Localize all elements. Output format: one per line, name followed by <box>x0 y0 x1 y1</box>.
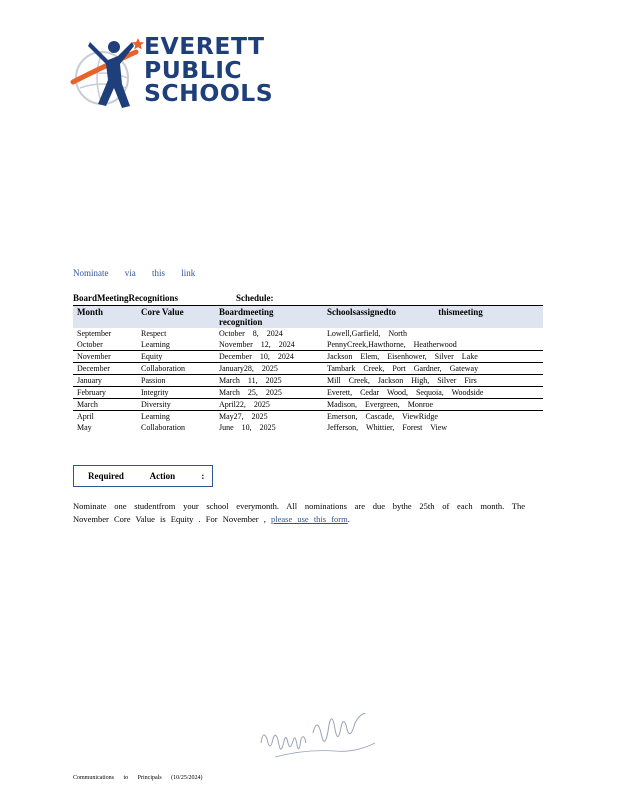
cell-schools: Mill Creek, Jackson High, Silver Firs <box>323 375 543 387</box>
cell-month: October <box>73 339 137 351</box>
table-row <box>73 387 543 399</box>
cell-month: May <box>77 423 92 432</box>
signature <box>255 713 390 768</box>
cell-date: October 8, 2024 <box>219 329 283 338</box>
col-core-value: Core Value <box>137 306 215 329</box>
heading-left: BoardMeetingRecognitions <box>73 293 178 303</box>
logo-line-2: PUBLIC <box>144 55 243 84</box>
nominate-link[interactable]: Nominate via this link <box>73 268 196 278</box>
cell-date: March 11, 2025 <box>215 375 323 387</box>
signature-mark <box>255 713 390 768</box>
schedule-table <box>73 305 543 433</box>
cell-schools: Jackson Elem, Eisenhower, Silver Lake <box>323 351 543 363</box>
col-board-meeting: Boardmeeting recognition <box>215 306 323 329</box>
table-row <box>73 339 543 351</box>
cell-date: January28, 2025 <box>215 363 323 375</box>
table-row <box>73 411 543 423</box>
logo-wordmark <box>144 32 274 107</box>
logo-line-1: EVERETT <box>144 32 265 60</box>
cell-month: November <box>73 351 137 363</box>
cell-date: December 10, 2024 <box>215 351 323 363</box>
cell-core-value: Learning <box>137 339 215 351</box>
paragraph-text: Nominate one studentfrom your school everymonth. All nominations are due bythe 25th of each month. The November Core Value is Equity . For November , <box>73 501 525 524</box>
nomination-form-link[interactable]: please use this form <box>271 514 348 524</box>
cell-core-value: Integrity <box>137 387 215 399</box>
cell-schools: Emerson, Cascade, ViewRidge <box>327 412 438 421</box>
paragraph-end: . <box>347 514 350 524</box>
schedule-heading <box>73 293 543 303</box>
col-month: Month <box>73 306 137 329</box>
cell-month: March <box>73 399 137 411</box>
heading-right: Schedule: <box>236 293 274 303</box>
cell-date: March 25, 2025 <box>215 387 323 399</box>
cell-core-value: Collaboration <box>137 363 215 375</box>
table-header-row <box>73 306 543 329</box>
footer-text: Communications to Principals (10/25/2024) <box>73 775 203 781</box>
table-row <box>73 328 543 339</box>
cell-core-value: Learning <box>141 412 170 421</box>
cell-schools: Madison, Evergreen, Monroe <box>323 399 543 411</box>
cell-date: November 12, 2024 <box>215 339 323 351</box>
cell-date: May27, 2025 <box>219 412 268 421</box>
cell-schools: Lowell,Garfield, North <box>327 329 407 338</box>
cell-date: April22, 2025 <box>215 399 323 411</box>
cell-month: February <box>73 387 137 399</box>
cell-schools: Tambark Creek, Port Gardner, Gateway <box>323 363 543 375</box>
cell-month: December <box>73 363 137 375</box>
cell-core-value: Equity <box>137 351 215 363</box>
cell-month: April <box>77 412 94 421</box>
cell-core-value: Passion <box>137 375 215 387</box>
logo-mark-icon <box>70 34 145 114</box>
table-row <box>73 399 543 411</box>
table-row <box>73 363 543 375</box>
cell-schools: Everett, Cedar Wood, Sequoia, Woodside <box>323 387 543 399</box>
cell-month: September <box>77 329 112 338</box>
cell-schools: Jefferson, Whittier, Forest View <box>327 423 448 432</box>
cell-core-value: Collaboration <box>141 423 185 432</box>
col-schools: Schoolsassignedto thismeeting <box>323 306 543 329</box>
cell-date: June 10, 2025 <box>219 423 276 432</box>
cell-core-value: Respect <box>141 329 167 338</box>
cell-month: January <box>73 375 137 387</box>
cell-schools: PennyCreek,Hawthorne, Heatherwood <box>323 339 543 351</box>
table-row <box>73 351 543 363</box>
logo-line-3: SCHOOLS <box>144 79 274 107</box>
instructions-paragraph <box>73 500 525 526</box>
table-row <box>73 375 543 387</box>
required-action-box: Required Action : <box>73 465 213 487</box>
cell-core-value: Diversity <box>137 399 215 411</box>
table-row <box>73 422 543 433</box>
